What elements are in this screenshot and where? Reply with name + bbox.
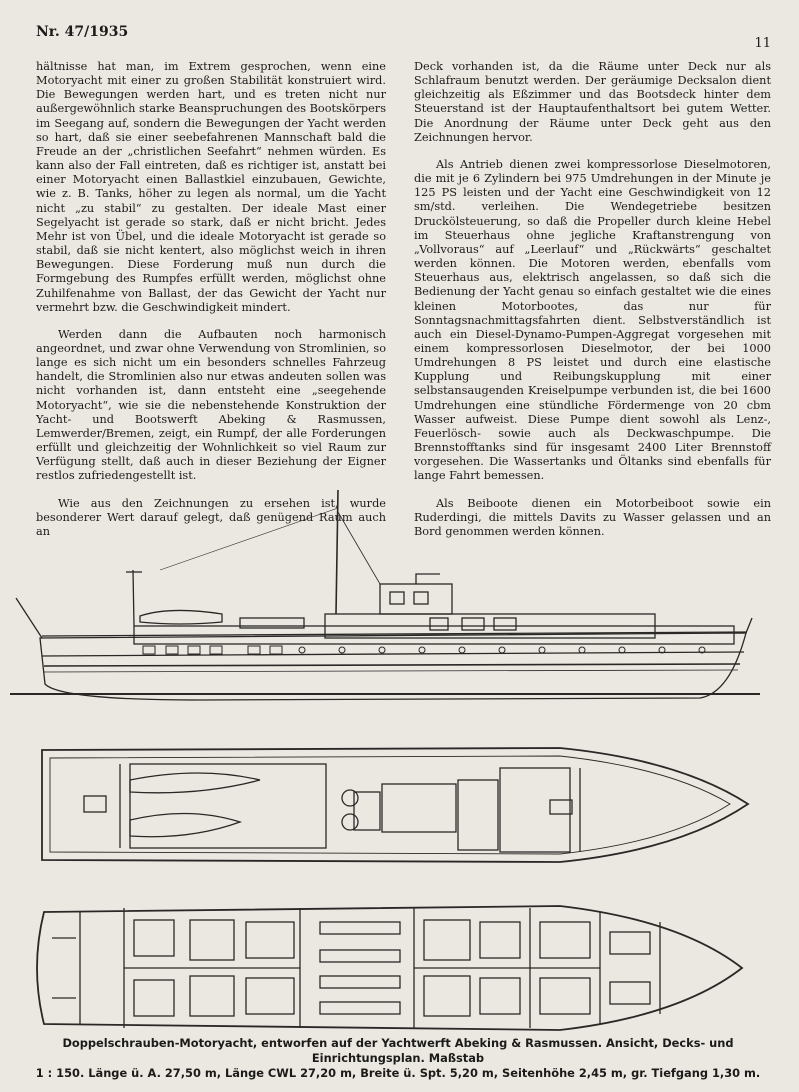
yacht-accommodation-plan-drawing — [0, 898, 799, 1034]
paragraph: Deck vorhanden ist, da die Räume unter Deck nur als Schlafraum benutzt werden. Der geräumige Decksalon dient gleichzeitig als Eßzimmer und das Bootsdeck hinter dem Steuerstand ist der Hauptaufenthaltsort bei gutem Wetter. Die Anordnung der Räume unter Deck geht aus den Zeichnungen hervor. — [414, 60, 771, 144]
yacht-deck-plan-drawing — [0, 740, 799, 870]
caption-line: Doppelschrauben-Motoryacht, entworfen auf der Yachtwerft Abeking & Rasmussen. Ansicht, Decks- und Einrichtungsplan. Maßstab — [62, 1036, 734, 1065]
yacht-side-elevation-drawing — [0, 488, 799, 708]
paragraph: hältnisse hat man, im Extrem gesprochen, wenn eine Motoryacht mit einer zu großen Stabilität konstruiert wird. Die Bewegungen werden hart, und es treten nicht nur außergewöhnlich starke Beanspruchungen des Bootskörpers im Seegang auf, sondern die Bewegungen der Yacht werden so hart, daß sie einer seebefahrenen Mannschaft bald die Freude an der „christlichen Seefahrt“ nehmen würden. Es kann also der Fall eintreten, daß es richtiger ist, anstatt bei einer Motoryacht einen Ballastkiel einzubauen, Gewichte, wie z. B. Tanks, höher zu legen als normal, um die Yacht nicht „zu stabil“ zu gestalten. Der ideale Mast einer Segelyacht ist gerade so stark, daß er nicht bricht. Jedes Mehr ist von Übel, und die ideale Motoryacht ist gerade so stabil, daß sie nicht kentert, also möglichst weich in ihren Bewegungen. Diese Forderung muß nun durch die Formgebung des Rumpfes erfüllt werden, möglichst ohne Zuhilfenahme von Ballast, der das Gewicht der Yacht nur vermehrt bzw. die Geschwindigkeit mindert. — [36, 60, 386, 314]
page-number: 11 — [754, 36, 771, 51]
right-text-column — [414, 60, 771, 552]
paragraph: Als Beiboote dienen ein Motorbeiboot sowie ein Ruderdingi, die mittels Davits zu Wasser gelassen und an Bord genommen werden können. — [414, 496, 771, 538]
page-header-issue: Nr. 47/1935 — [36, 24, 129, 40]
left-text-column — [36, 60, 386, 552]
caption-line: 1 : 150. Länge ü. A. 27,50 m, Länge CWL 27,20 m, Breite ü. Spt. 5,20 m, Seitenhöhe 2,45 m, gr. Tiefgang 1,30 m. — [35, 1066, 761, 1080]
paragraph: Werden dann die Aufbauten noch harmonisch angeordnet, und zwar ohne Verwendung von Stromlinien, so lange es sich nicht um ein besonders schnelles Fahrzeug handelt, die Stromlinien also nur etwas andeuten sollen was nicht vorhanden ist, dann entsteht eine „seegehende Motoryacht“, wie sie die nebenstehende Konstruktion der Yacht- und Bootswerft Abeking & Rasmussen, Lemwerder/Bremen, zeigt, ein Rumpf, der alle Forderungen erfüllt und gleichzeitig der Wohnlichkeit so viel Raum zur Verfügung stellt, daß auch in dieser Beziehung der Eigner restlos zufriedengestellt ist. — [36, 327, 386, 483]
paragraph: Als Antrieb dienen zwei kompressorlose Dieselmotoren, die mit je 6 Zylindern bei 975 Umdrehungen in der Minute je 125 PS leisten und der Yacht eine Geschwindigkeit von 12 sm/std. verleihen. Die Wendegetriebe besitzen Druckölsteuerung, so daß die Propeller durch kleine Hebel im Steuerhaus ohne jegliche Kraftanstrengung von „Vollvoraus“ auf „Leerlauf“ und „Rückwärts“ geschaltet werden können. Die Motoren werden, ebenfalls vom Steuerhaus aus, elektrisch angelassen, so daß sich die Bedienung der Yacht genau so einfach gestaltet wie die eines kleinen Motorbootes, das nur für Sonntagsnachmittagsfahrten dient. Selbstverständlich ist auch ein Diesel-Dynamo-Pumpen-Aggregat vorgesehen mit einem kompressorlosen Dieselmotor, der bei 1000 Umdrehungen 8 PS leistet und durch eine elastische Kupplung und Reibungskupplung mit einer selbstansaugenden Kreiselpumpe verbunden ist, die bei 1600 Umdrehungen eine stündliche Fördermenge von 20 cbm Wasser aufweist. Diese Pumpe dient sowohl als Lenz-, Feuerlösch- sowie auch als Deckwaschpumpe. Die Brennstofftanks sind für insgesamt 2400 Liter Brennstoff vorgesehen. Die Wassertanks und Öltanks sind ebenfalls für lange Fahrt bemessen. — [414, 157, 771, 483]
paragraph: Wie aus den Zeichnungen zu ersehen ist, wurde besonderer Wert darauf gelegt, daß genügend Raum auch an — [36, 496, 386, 538]
figure-caption — [18, 1036, 778, 1081]
